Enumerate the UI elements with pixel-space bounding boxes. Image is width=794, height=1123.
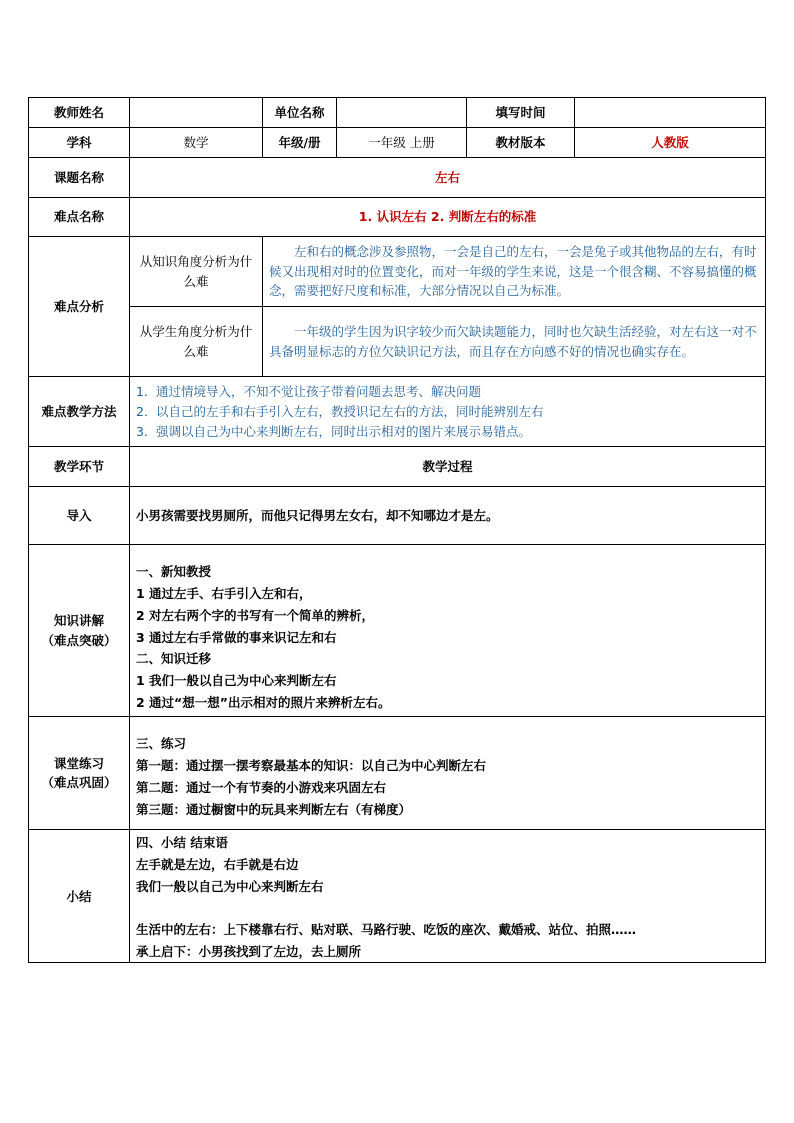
knowledge-angle-label: 从知识角度分析为什么难: [130, 237, 263, 307]
difficulty-name-value: 1. 认识左右 2. 判断左右的标准: [130, 198, 766, 237]
practice-line: 第一题：通过摆一摆考察最基本的知识：以自己为中心判断左右: [136, 757, 487, 773]
practice-label: 课堂练习 （难点巩固）: [29, 717, 130, 830]
subject-label: 学科: [29, 128, 130, 158]
unit-name-label: 单位名称: [263, 98, 337, 128]
difficulty-row: [29, 198, 766, 237]
summary-line: 生活中的左右：上下楼靠右行、贴对联、马路行驶、吃饭的座次、戴婚戒、站位、拍照……: [136, 921, 637, 937]
difficulty-name-label: 难点名称: [29, 198, 130, 237]
teaching-methods-list: [130, 377, 766, 447]
knowledge-angle-text: 左和右的概念涉及参照物，一会是自己的左右，一会是兔子或其他物品的左右，有时候又出现相对时的位置变化，而对一年级的学生来说，这是一个很含糊、不容易搞懂的概念，需要把好尺度和标准，大部分情况以自己为标准。: [263, 237, 766, 307]
teaching-methods-label: 难点教学方法: [29, 377, 130, 447]
summary-content: [130, 830, 766, 963]
edition-value: 人教版: [575, 128, 766, 158]
lesson-title-label: 课题名称: [29, 158, 130, 198]
analysis-row-knowledge: [29, 237, 766, 307]
method-item-3: 3. 强调以自己为中心来判断左右，同时出示相对的图片来展示易错点。: [136, 423, 532, 439]
teacher-name-label: 教师姓名: [29, 98, 130, 128]
difficulty-analysis-label: 难点分析: [29, 237, 130, 377]
intro-row: [29, 487, 766, 545]
knowledge-line: 2 对左右两个字的书写有一个简单的辨析，: [136, 607, 375, 623]
knowledge-line: 1 通过左手、右手引入左和右，: [136, 585, 312, 601]
knowledge-line: 二、知识迁移: [136, 651, 212, 667]
lesson-row: [29, 158, 766, 198]
summary-row: [29, 830, 766, 963]
knowledge-explain-label: 知识讲解 （难点突破）: [29, 545, 130, 717]
summary-line: [136, 898, 759, 919]
grade-label: 年级/册: [263, 128, 337, 158]
header-row-2: [29, 128, 766, 158]
analysis-row-student: [29, 307, 766, 377]
knowledge-line: 3 通过左右手常做的事来识记左和右: [136, 629, 337, 645]
knowledge-explain-content: [130, 545, 766, 717]
header-row-1: [29, 98, 766, 128]
knowledge-row: [29, 545, 766, 717]
intro-label: 导入: [29, 487, 130, 545]
summary-line: 承上启下：小男孩找到了左边，去上厕所: [136, 943, 362, 959]
subject-value: 数学: [130, 128, 263, 158]
method-item-1: 1. 通过情境导入，不知不觉让孩子带着问题去思考、解决问题: [136, 383, 482, 399]
lesson-plan-table: [28, 97, 766, 963]
fill-date-value: [575, 98, 766, 128]
summary-line: 四、小结 结束语: [136, 835, 228, 850]
student-angle-label: 从学生角度分析为什么难: [130, 307, 263, 377]
edition-label: 教材版本: [467, 128, 575, 158]
teaching-process-label: 教学过程: [130, 447, 766, 487]
student-angle-text: 一年级的学生因为识字较少而欠缺读题能力，同时也欠缺生活经验，对左右这一对不具备明显标志的方位欠缺识记方法，而且存在方向感不好的情况也确实存在。: [263, 307, 766, 377]
knowledge-line: 一、新知教授: [136, 563, 212, 579]
lesson-title-value: 左右: [130, 158, 766, 198]
summary-line: 我们一般以自己为中心来判断左右: [136, 878, 324, 894]
method-item-2: 2. 以自己的左手和右手引入左右，教授识记左右的方法，同时能辨别左右: [136, 403, 544, 419]
practice-content: [130, 717, 766, 830]
summary-label: 小结: [29, 830, 130, 963]
knowledge-line: 1 我们一般以自己为中心来判断左右: [136, 673, 337, 689]
practice-line: 三、练习: [136, 736, 187, 751]
process-header-row: [29, 447, 766, 487]
methods-row: [29, 377, 766, 447]
practice-line: 第三题：通过橱窗中的玩具来判断左右（有梯度）: [136, 801, 412, 817]
practice-row: [29, 717, 766, 830]
fill-date-label: 填写时间: [467, 98, 575, 128]
intro-text: 小男孩需要找男厕所，而他只记得男左女右，却不知哪边才是左。: [130, 487, 766, 545]
grade-value: 一年级 上册: [337, 128, 467, 158]
practice-line: 第二题：通过一个有节奏的小游戏来巩固左右: [136, 779, 387, 795]
unit-name-value: [337, 98, 467, 128]
teacher-name-value: [130, 98, 263, 128]
teaching-stage-label: 教学环节: [29, 447, 130, 487]
knowledge-line: 2 通过“想一想”出示相对的照片来辨析左右。: [136, 695, 391, 711]
summary-line: 左手就是左边，右手就是右边: [136, 856, 299, 872]
